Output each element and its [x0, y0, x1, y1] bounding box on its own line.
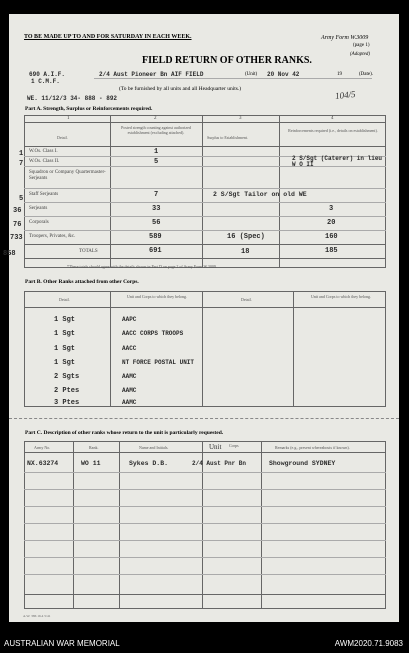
part-a-title: Part A. Strength, Surplus or Reinforcements required.: [25, 106, 153, 112]
margin-total: 858: [3, 250, 16, 258]
posted-value: 589: [149, 233, 162, 241]
posted-value: 33: [152, 205, 161, 213]
totals-label: TOTALS: [79, 249, 98, 254]
surplus-value: 2 S/Sgt Tailor on old WE: [213, 191, 307, 198]
form-page: [3, 14, 399, 622]
reinforcements-value: 2 S/Sgt (Caterer) in lieu W O II: [292, 155, 383, 168]
posted-value: 1: [154, 148, 159, 156]
part-b-header-detail-1: Detail.: [59, 297, 70, 302]
part-a-col-1: 1: [67, 116, 70, 121]
attached-detail: 1 Sgt: [54, 345, 76, 353]
margin-count: 36: [13, 207, 22, 215]
attached-unit: AACC CORPS TROOPS: [122, 330, 184, 337]
part-a-header-detail: Detail.: [57, 135, 68, 140]
date-value: 20 Nov 42: [267, 71, 300, 78]
unit-name: 2/4 Aust Pioneer Bn AIF FIELD: [99, 71, 204, 78]
row-detail: Corporals: [29, 220, 49, 225]
part-a-header-reinforcements: Reinforcements required (i.e., details on establishment).: [288, 128, 378, 133]
attached-detail: 2 Ptes: [54, 387, 80, 395]
unit-value: 2/4 Aust Pnr Bn: [192, 460, 247, 467]
attached-unit: AACC: [122, 345, 137, 352]
attached-detail: 1 Sgt: [54, 359, 76, 367]
posted-value: 56: [152, 219, 161, 227]
part-a-header-posted: Posted strength counting against authorized establishment (excluding attached).: [121, 125, 191, 135]
attached-detail: 2 Sgts: [54, 373, 80, 381]
part-c-header-unit: Unit: [209, 443, 222, 451]
totals-reinforcements: 185: [325, 247, 338, 255]
attached-unit: NT FORCE POSTAL UNIT: [122, 359, 195, 366]
top-notice: TO BE MADE UP TO AND FOR SATURDAY IN EACH WEEK.: [24, 34, 192, 40]
margin-count: 5: [19, 195, 24, 203]
adapted-label: (Adapted): [350, 52, 370, 57]
row-detail: Serjeants: [29, 206, 48, 211]
reinforcements-value: 160: [325, 233, 338, 241]
part-a-col-3: 3: [239, 116, 242, 121]
unit-code-1: 690 A.I.F.: [29, 71, 66, 78]
row-detail: Squadron or Company Quartermaster-Serjeants: [29, 170, 106, 181]
archive-footer: [0, 629, 409, 653]
army-number: NX.63274: [27, 460, 59, 467]
page-label: (page 1): [353, 43, 370, 48]
part-c-header-corps: Corps: [229, 443, 239, 448]
attached-unit: AAMC: [122, 387, 137, 394]
army-form-label: Army Form W.3009: [321, 35, 369, 41]
attached-detail: 1 Sgt: [54, 316, 76, 324]
attached-unit: AAMC: [122, 399, 137, 406]
part-b-header-unit-1: Unit and Corps to which they belong.: [126, 294, 188, 299]
margin-count: 733: [10, 234, 23, 242]
part-c-header-remarks: Remarks (e.g., present whereabouts if known).: [275, 445, 350, 450]
unit-code-2: 1 C.M.F.: [31, 78, 60, 85]
row-detail: W.Os. Class II.: [29, 159, 60, 164]
name-value: Sykes D.B.: [129, 460, 169, 467]
part-a-header-surplus: Surplus to Establishment.: [207, 135, 248, 140]
we-reference: WE. 11/12/3 34- 888 - 892: [27, 95, 118, 102]
footer-accession-number: AWM2020.71.9083: [334, 639, 403, 648]
form-title: FIELD RETURN OF OTHER RANKS.: [142, 55, 312, 66]
print-code: A.W. 386 16.4 5/41: [23, 614, 51, 618]
part-c-header-rank: Rank.: [89, 445, 99, 450]
part-b-title: Part B. Other Ranks attached from other Corps.: [25, 279, 139, 285]
margin-count: 7: [19, 160, 24, 168]
totals-posted: 691: [149, 247, 162, 255]
attached-unit: AAPC: [122, 316, 137, 323]
attached-detail: 1 Sgt: [54, 330, 76, 338]
handwritten-ref: 104/5: [334, 88, 356, 102]
row-detail: W.Os. Class I.: [29, 149, 58, 154]
part-a-col-4: 4: [331, 116, 334, 121]
totals-surplus: 18: [241, 248, 250, 256]
part-b-header-detail-2: Detail.: [241, 297, 252, 302]
unit-underline: [94, 78, 372, 79]
posted-value: 5: [154, 158, 159, 166]
attached-unit: AAMC: [122, 373, 137, 380]
posted-value: 7: [154, 191, 159, 199]
margin-count: 1: [19, 150, 24, 158]
row-detail: Staff Serjeants: [29, 192, 59, 197]
rank-value: WO 11: [81, 460, 101, 467]
part-a-table: [24, 115, 386, 268]
date-19: 19: [337, 72, 342, 77]
margin-count: 76: [13, 221, 22, 229]
fold-line: [9, 418, 399, 420]
date-label: (Date).: [359, 72, 374, 77]
part-c-title: Part C. Description of other ranks whose return to the unit is particularly requested.: [25, 430, 224, 436]
furnish-note: (To be furnished by all units and all Headquarter units.): [119, 86, 242, 92]
part-c-header-name: Name and Initials.: [139, 445, 169, 450]
unit-label: (Unit): [245, 72, 258, 77]
reinforcements-value: 20: [327, 219, 336, 227]
totals-footnote: *These totals should agree with the details shown in Part D on page 2 of Army Form W.3009.: [67, 264, 217, 269]
surplus-value: 16 (Spec): [227, 233, 265, 241]
attached-detail: 3 Ptes: [54, 399, 80, 407]
part-a-col-2: 2: [154, 116, 157, 121]
reinforcements-value: 3: [329, 205, 334, 213]
footer-institution: AUSTRALIAN WAR MEMORIAL: [4, 639, 120, 648]
row-detail: Troopers, Privates, &c.: [29, 234, 76, 239]
part-c-header-army-no: Army No.: [34, 445, 51, 450]
part-b-header-unit-2: Unit and Corps to which they belong.: [310, 294, 372, 299]
remarks-value: Showground SYDNEY: [269, 460, 336, 467]
